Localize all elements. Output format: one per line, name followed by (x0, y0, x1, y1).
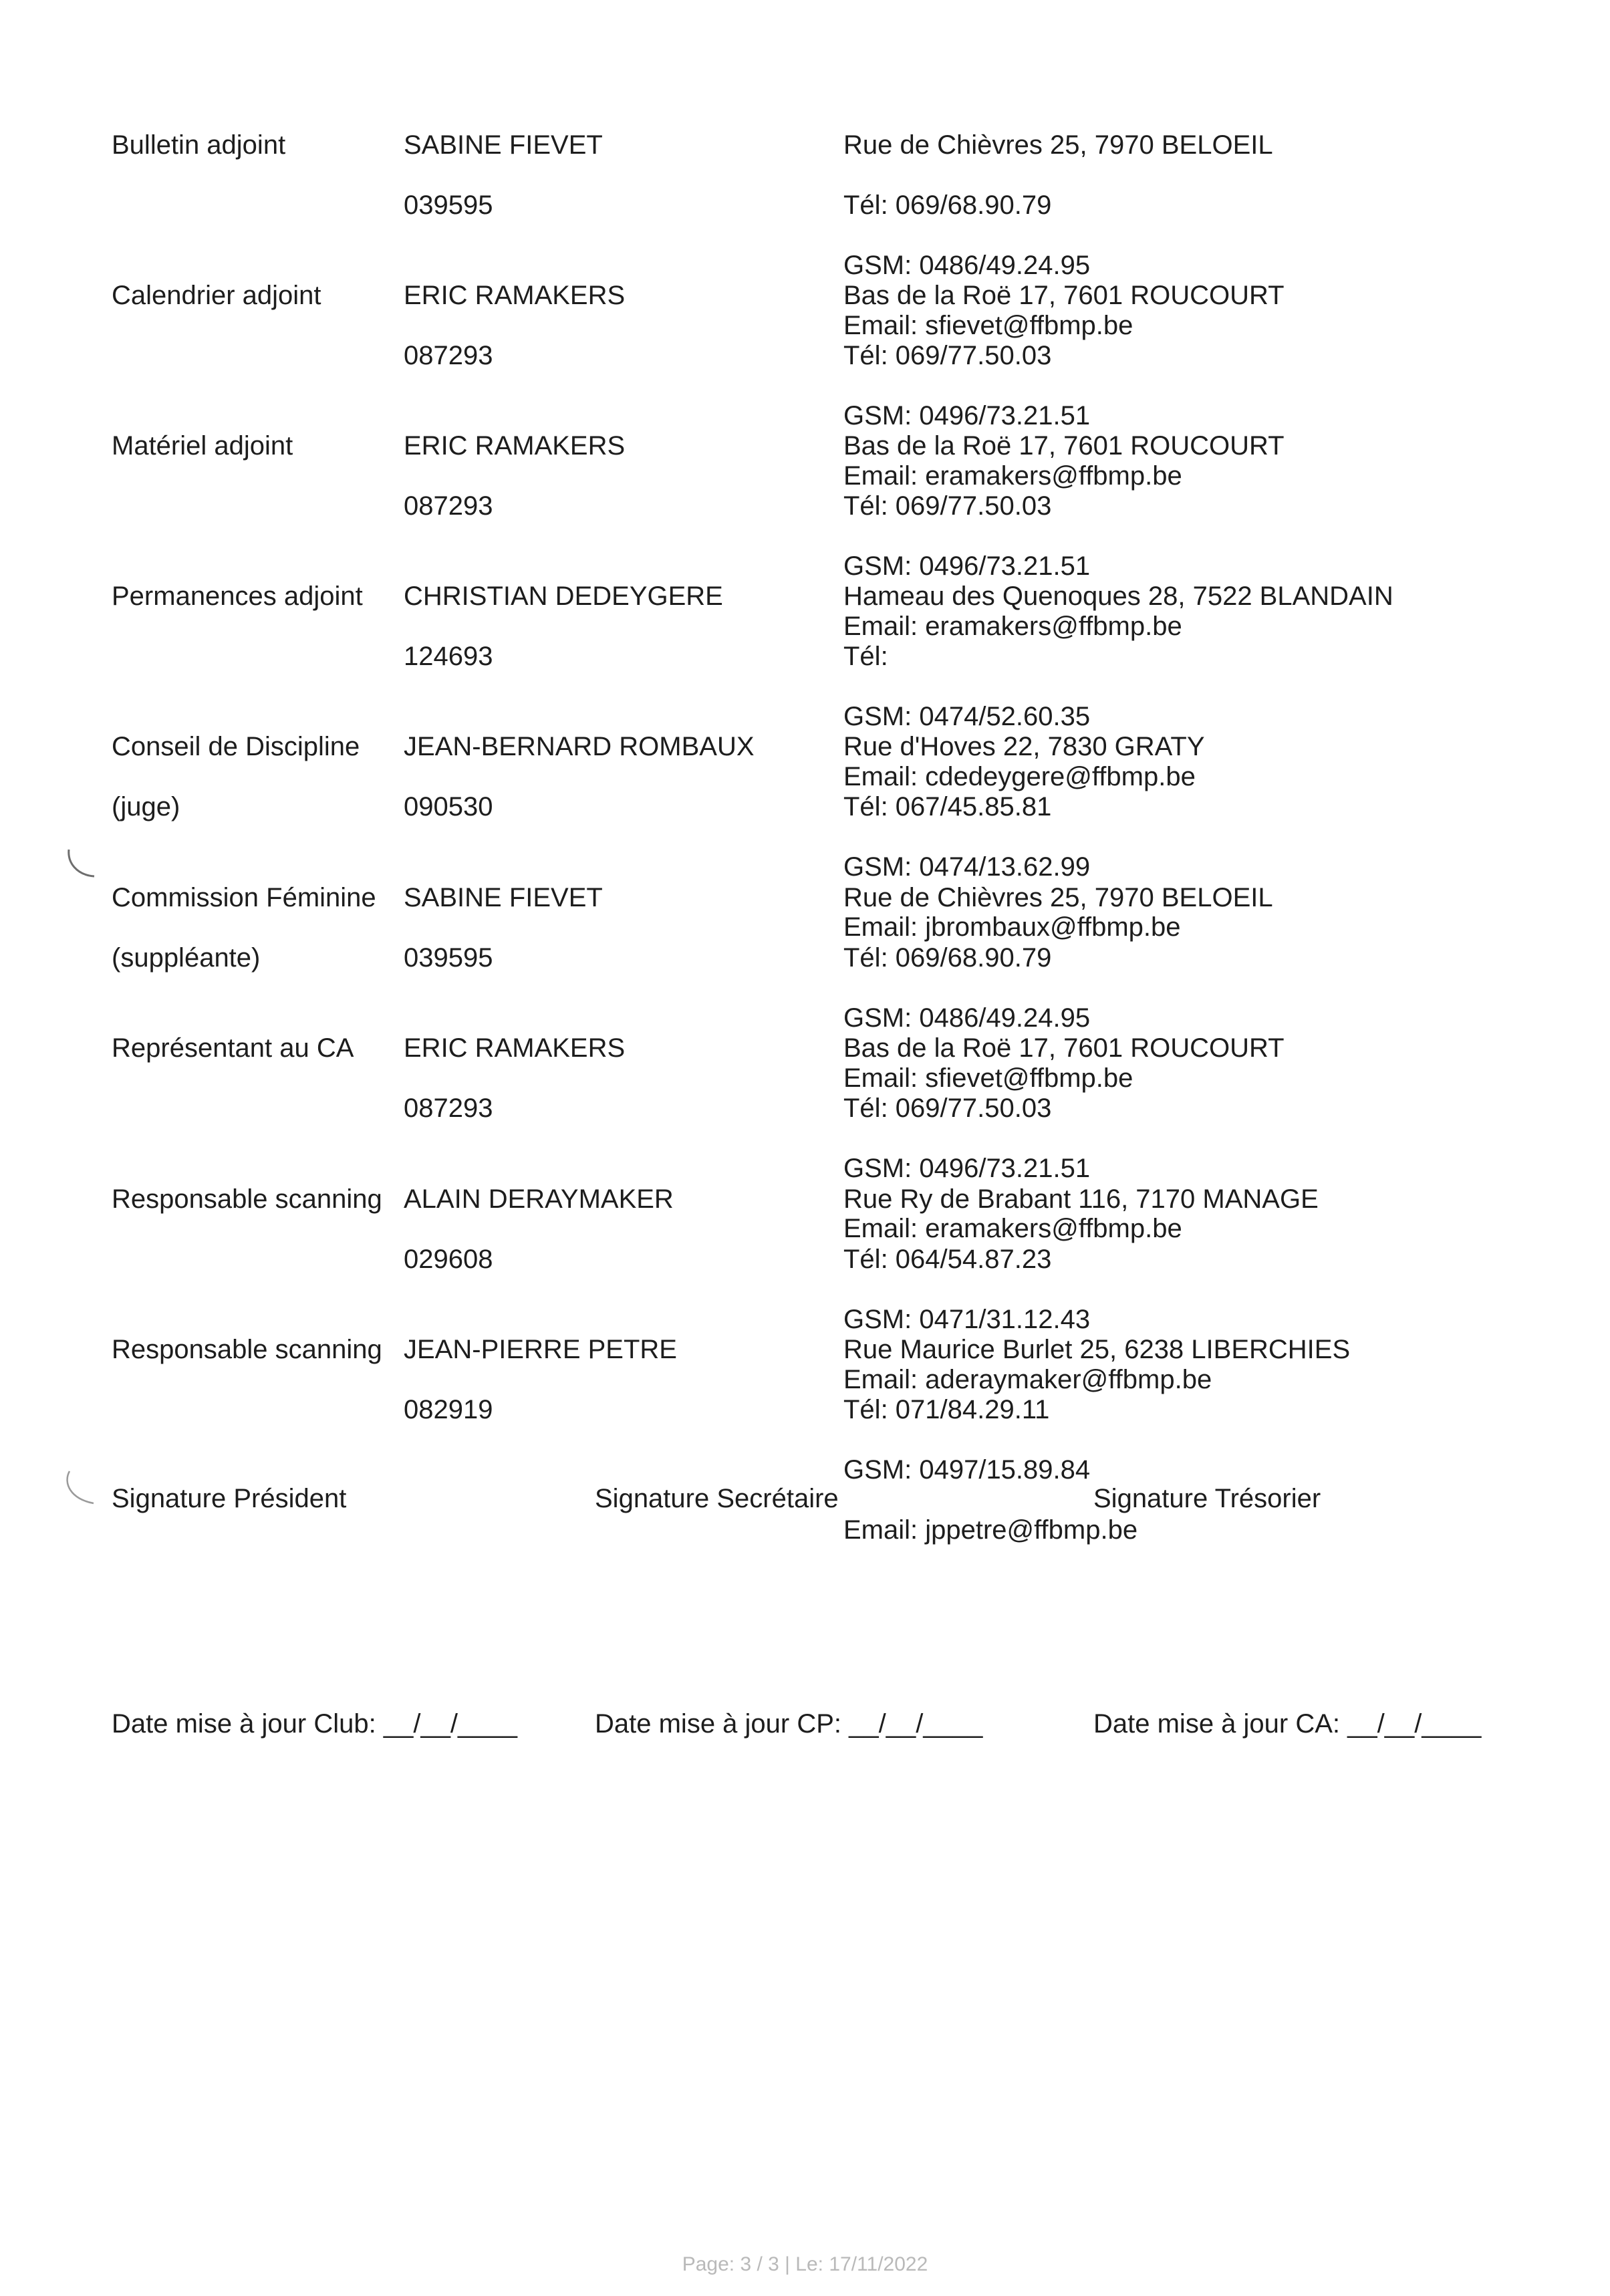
role-label (112, 100, 399, 190)
email: Email: sfievet@ffbmp.be (843, 311, 1133, 340)
member-id: 039595 (404, 190, 493, 220)
member-id: 029608 (404, 1245, 493, 1274)
telephone: Tél: 069/77.50.03 (843, 491, 1052, 521)
role-label (112, 702, 399, 852)
member-id: 087293 (404, 341, 493, 370)
member-id: 039595 (404, 943, 493, 973)
telephone: Tél: (843, 642, 888, 671)
address: Bas de la Roë 17, 7601 ROUCOURT (843, 431, 1285, 461)
address: Rue d'Hoves 22, 7830 GRATY (843, 732, 1205, 761)
scan-artifact-mark (63, 846, 104, 886)
date-update-club: Date mise à jour Club: __/__/____ (112, 1709, 518, 1739)
address: Rue de Chièvres 25, 7970 BELOEIL (843, 130, 1273, 160)
role-label (112, 401, 399, 491)
role-label (112, 1154, 399, 1245)
role-line: Représentant au CA (112, 1033, 354, 1063)
email: Email: jppetre@ffbmp.be (843, 1515, 1138, 1545)
telephone: Tél: 067/45.85.81 (843, 792, 1052, 821)
gsm: GSM: 0496/73.21.51 (843, 551, 1091, 581)
member-name: ALAIN DERAYMAKER (404, 1184, 674, 1214)
email: Email: eramakers@ffbmp.be (843, 612, 1182, 641)
member-name: JEAN-BERNARD ROMBAUX (404, 732, 755, 761)
role-label (112, 1305, 399, 1395)
date-update-ca: Date mise à jour CA: __/__/____ (1093, 1709, 1482, 1739)
contact-block (843, 1305, 1512, 1575)
telephone: Tél: 069/77.50.03 (843, 1094, 1052, 1123)
role-line: Matériel adjoint (112, 431, 293, 461)
telephone: Tél: 064/54.87.23 (843, 1245, 1052, 1274)
signature-secretaire-label: Signature Secrétaire (595, 1484, 839, 1513)
role-line: (suppléante) (112, 943, 261, 973)
role-label (112, 1003, 399, 1094)
role-line: Bulletin adjoint (112, 130, 286, 160)
role-label (112, 551, 399, 642)
email: Email: cdedeygere@ffbmp.be (843, 762, 1196, 791)
member-name: ERIC RAMAKERS (404, 281, 626, 310)
telephone: Tél: 071/84.29.11 (843, 1395, 1050, 1424)
role-line: Permanences adjoint (112, 582, 363, 611)
role-line: Conseil de Discipline (112, 732, 360, 761)
address: Rue Maurice Burlet 25, 6238 LIBERCHIES (843, 1335, 1351, 1364)
member-name: ERIC RAMAKERS (404, 431, 626, 461)
page-footer: Page: 3 / 3 | Le: 17/11/2022 (682, 2253, 928, 2275)
member-name: SABINE FIEVET (404, 883, 603, 912)
gsm: GSM: 0486/49.24.95 (843, 1003, 1091, 1033)
address: Rue Ry de Brabant 116, 7170 MANAGE (843, 1184, 1319, 1214)
gsm: GSM: 0486/49.24.95 (843, 251, 1091, 280)
email: Email: sfievet@ffbmp.be (843, 1063, 1133, 1093)
email: Email: aderaymaker@ffbmp.be (843, 1365, 1212, 1394)
signature-tresorier-label: Signature Trésorier (1093, 1484, 1321, 1513)
gsm: GSM: 0471/31.12.43 (843, 1305, 1091, 1334)
address: Bas de la Roë 17, 7601 ROUCOURT (843, 1033, 1285, 1063)
member-name: CHRISTIAN DEDEYGERE (404, 582, 723, 611)
email: Email: eramakers@ffbmp.be (843, 1214, 1182, 1243)
member-id: 124693 (404, 642, 493, 671)
role-line: Responsable scanning (112, 1335, 382, 1364)
signature-president-label: Signature Président (112, 1484, 347, 1513)
telephone: Tél: 069/68.90.79 (843, 943, 1052, 973)
role-line: (juge) (112, 792, 180, 821)
member-id: 082919 (404, 1395, 493, 1424)
gsm: GSM: 0497/15.89.84 (843, 1455, 1091, 1485)
email: Email: eramakers@ffbmp.be (843, 461, 1182, 491)
telephone: Tél: 069/77.50.03 (843, 341, 1052, 370)
telephone: Tél: 069/68.90.79 (843, 190, 1052, 220)
address: Rue de Chièvres 25, 7970 BELOEIL (843, 883, 1273, 912)
role-label (112, 251, 399, 341)
member-id: 087293 (404, 1094, 493, 1123)
scan-artifact-mark (60, 1467, 107, 1514)
role-line: Responsable scanning (112, 1184, 382, 1214)
member-name: JEAN-PIERRE PETRE (404, 1335, 677, 1364)
gsm: GSM: 0496/73.21.51 (843, 401, 1091, 430)
role-line: Commission Féminine (112, 883, 376, 912)
role-label (112, 853, 399, 1003)
member-id: 087293 (404, 491, 493, 521)
email: Email: jbrombaux@ffbmp.be (843, 912, 1181, 942)
address: Bas de la Roë 17, 7601 ROUCOURT (843, 281, 1285, 310)
member-id: 090530 (404, 792, 493, 821)
date-update-cp: Date mise à jour CP: __/__/____ (595, 1709, 983, 1739)
member-name: SABINE FIEVET (404, 130, 603, 160)
gsm: GSM: 0496/73.21.51 (843, 1154, 1091, 1183)
gsm: GSM: 0474/13.62.99 (843, 852, 1091, 882)
member-name: ERIC RAMAKERS (404, 1033, 626, 1063)
address: Hameau des Quenoques 28, 7522 BLANDAIN (843, 582, 1393, 611)
gsm: GSM: 0474/52.60.35 (843, 702, 1091, 731)
role-line: Calendrier adjoint (112, 281, 321, 310)
